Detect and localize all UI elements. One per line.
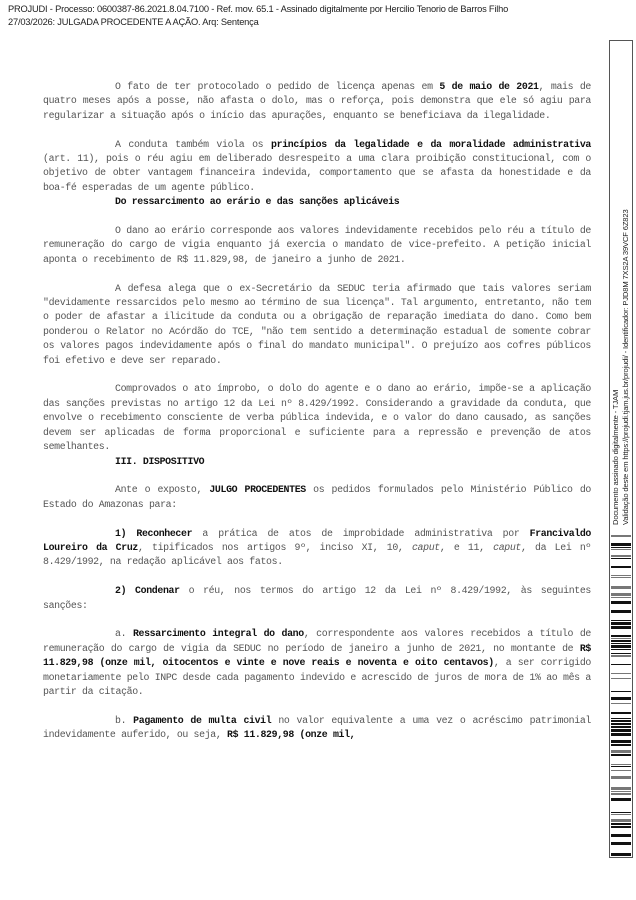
barcode-bar [611, 597, 631, 598]
barcode-bar [611, 787, 631, 790]
barcode-bar [611, 853, 631, 856]
barcode-bar [611, 750, 631, 753]
barcode-bar [611, 543, 631, 546]
paragraph-item-2a: a. Ressarcimento integral do dano, correspondente aos valores recebidos a título de remuneração do cargo de vigia da SEDUC no período de janeiro a junho de 2021, no montante de R$ 11.829,98 (onze mil, oitocentos e vinte e nove reais e noventa e oito centavos), a ser corrigido monetariamente pelo INPC desde cada pagamento indevido e acrescido de juros de mora de 1% ao mês a partir da citação. [43, 628, 591, 697]
barcode-bar [611, 834, 631, 837]
barcode-bar [611, 535, 631, 537]
section-heading-ressarcimento: Do ressarcimento ao erário e das sanções aplicáveis [115, 196, 400, 208]
barcode-bar [611, 673, 631, 674]
barcode-bar [611, 575, 631, 576]
signature-stamp-text [611, 205, 633, 525]
barcode-bar [611, 649, 631, 650]
barcode-image [611, 535, 631, 857]
barcode-bar [611, 691, 631, 692]
barcode-bar [611, 622, 631, 625]
barcode-bar [611, 798, 631, 801]
barcode-bar [611, 558, 631, 559]
barcode-bar [611, 744, 631, 746]
barcode-bar [611, 754, 631, 756]
paragraph-principles: A conduta também viola os princípios da legalidade e da moralidade administrativa (art. 11), pois o réu agiu em deliberado desrespeito a uma clara proibição constitucional, com o objetivo de obter vantagem financeira indevida, comportamento que se afasta da honestidade e da boa-fé esperadas de um agente público. [43, 138, 591, 193]
barcode-bar [611, 842, 631, 845]
barcode-bar [611, 791, 631, 792]
barcode-bar [611, 577, 631, 578]
barcode-bar [611, 547, 631, 548]
barcode-bar [611, 723, 631, 725]
barcode-bar [611, 586, 631, 589]
barcode-bar [611, 620, 631, 621]
barcode-bar [611, 740, 631, 743]
barcode-bar [611, 826, 631, 828]
barcode-bar [611, 664, 631, 665]
barcode-bar [611, 678, 631, 679]
barcode-bar [611, 549, 631, 550]
barcode-bar [611, 720, 631, 722]
paragraph-item-2b: b. Pagamento de multa civil no valor equivalente a uma vez o acréscimo patrimonial indevidamente auferido, ou seja, R$ 11.829,98 (onze mil, [43, 714, 591, 741]
barcode-bar [611, 655, 631, 657]
stamp-signed-line: Documento assinado digitalmente - TJAM [611, 389, 620, 525]
paragraph-defense: A defesa alega que o ex-Secretário da SEDUC teria afirmado que tais valores seriam "devidamente ressarcidos pelo mesmo ao término de sua licença". Tal argumento, entretanto, não tem o poder de afastar a ilicitude da conduta ou a obrigação de reparação imediata do dano. Como bem ponderou o Relator no Acórdão do TCE, "não tem sentido a determinação estadual de somente cobrar os valores pagos indevidamente após o final do mandato municipal". O prejuízo aos cofres públicos foi efetivo e deve ser reparado. [43, 282, 591, 366]
barcode-bar [611, 793, 631, 795]
paragraph-sanctions: Comprovados o ato ímprobo, o dolo do agente e o dano ao erário, impõe-se a aplicação das sanções previstas no artigo 12 da Lei nº 8.429/1992. Considerando a gravidade da conduta, que envolve o recebimento consciente de verba pública indevida, e o valor do dano causado, as sanções devem ser aplicadas de forma proporcional e suficiente para a repressão e prevenção de atos semelhantes. [43, 383, 591, 453]
barcode-bar [611, 593, 631, 596]
barcode-bar [611, 766, 631, 767]
barcode-bar [611, 814, 631, 815]
barcode-bar [611, 640, 631, 642]
header-status-line: 27/03/2026: JULGADA PROCEDENTE A AÇÃO. Arq: Sentença [8, 17, 259, 27]
paragraph-license-date: O fato de ter protocolado o pedido de licença apenas em 5 de maio de 2021, mais de quatro meses após a posse, não afasta o dolo, mas o reforça, pois demonstra que ele só agiu para regularizar a situação após o início das apurações, enquanto se beneficiava da ilegalidade. [43, 81, 591, 121]
barcode-bar [611, 643, 631, 644]
document-header [8, 3, 608, 29]
barcode-bar [611, 764, 631, 765]
barcode-bar [611, 697, 631, 700]
barcode-bar [611, 712, 631, 714]
paragraph-damage: O dano ao erário corresponde aos valores indevidamente recebidos pelo réu a título de remuneração do cargo de vigia enquanto já exercia o mandato de vice-prefeito. A petição inicial aponta o recebimento de R$ 11.829,98, de janeiro a junho de 2021. [43, 225, 591, 265]
barcode-bar [611, 555, 631, 557]
barcode-bar [611, 601, 631, 604]
section-heading-dispositivo: III. DISPOSITIVO [115, 455, 205, 467]
stamp-validation-line: Validação deste em https://projudi.tjam.jus.br/projudi/ - Identificador: PJD8M 7XS2A 39VCF 6Z823 [621, 209, 630, 525]
paragraph-item-1: 1) Reconhecer a prática de atos de improbidade administrativa por Francivaldo Loureiro da Cruz, tipificados nos artigos 9º, inciso XI, 10, caput, e 11, caput, da Lei nº 8.429/1992, na redação aplicável aos fatos. [43, 527, 591, 568]
barcode-bar [611, 733, 631, 736]
header-process-line: PROJUDI - Processo: 0600387-86.2021.8.04.7100 - Ref. mov. 65.1 - Assinado digitalmente por Hercilio Tenorio de Barros Filho [8, 4, 509, 14]
barcode-bar [611, 645, 631, 648]
barcode-bar [611, 770, 631, 771]
barcode-bar [611, 566, 631, 568]
paragraph-ruling: Ante o exposto, JULGO PROCEDENTES os pedidos formulados pelo Ministério Público do Estado do Amazonas para: [43, 484, 591, 510]
barcode-bar [611, 638, 631, 639]
barcode-bar [611, 819, 631, 822]
barcode-bar [611, 726, 631, 728]
barcode-bar [611, 653, 631, 654]
paragraph-item-2: 2) Condenar o réu, nos termos do artigo 12 da Lei nº 8.429/1992, às seguintes sanções: [43, 585, 591, 611]
barcode-bar [611, 635, 631, 637]
barcode-bar [611, 718, 631, 719]
barcode-bar [611, 729, 631, 732]
document-body [43, 80, 591, 743]
barcode-bar [611, 812, 631, 813]
barcode-bar [611, 823, 631, 825]
barcode-bar [611, 703, 631, 704]
barcode-bar [611, 776, 631, 779]
barcode-bar [611, 610, 631, 613]
barcode-bar [611, 626, 631, 629]
